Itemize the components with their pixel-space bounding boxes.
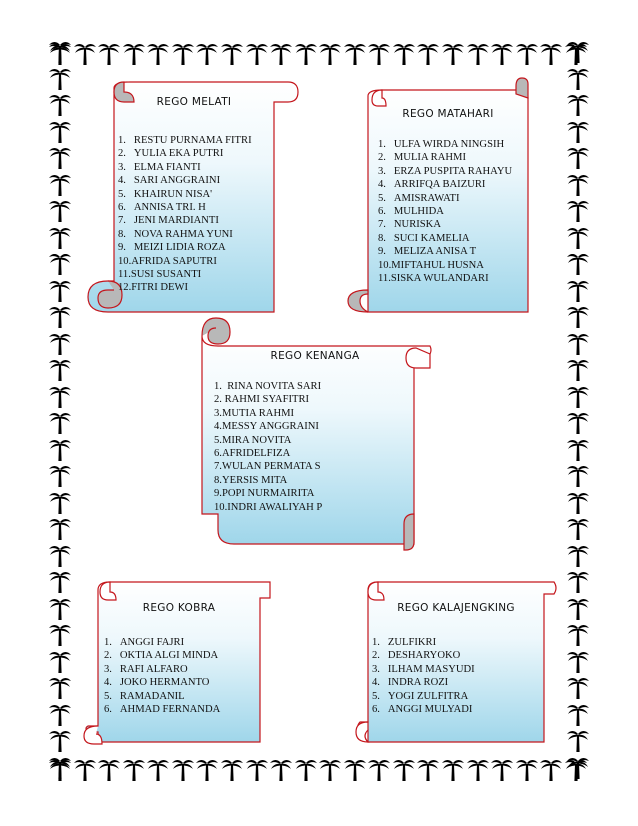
member-item: 6.AFRIDELFIZA xyxy=(214,448,291,460)
palm-tree-icon xyxy=(515,42,539,66)
member-item: 6. ANNISA TRI. H xyxy=(118,202,206,214)
palm-tree-icon xyxy=(269,758,293,782)
palm-tree-icon xyxy=(566,93,590,117)
scroll-rego-matahari xyxy=(342,76,550,316)
member-item: 1. ULFA WIRDA NINGSIH xyxy=(378,139,505,150)
member-list xyxy=(372,636,475,716)
palm-tree-icon xyxy=(566,676,590,700)
border-left xyxy=(48,40,72,780)
palm-tree-icon xyxy=(367,42,391,66)
palm-tree-icon xyxy=(539,758,563,782)
group-title: REGO MELATI xyxy=(156,96,232,108)
palm-tree-icon xyxy=(566,252,590,276)
member-item: 4. INDRA ROZI xyxy=(372,677,449,689)
border-bottom xyxy=(48,758,588,782)
palm-tree-icon xyxy=(343,758,367,782)
member-list xyxy=(378,138,512,285)
palm-tree-icon xyxy=(318,758,342,782)
palm-tree-icon xyxy=(566,385,590,409)
palm-tree-icon xyxy=(566,650,590,674)
member-item: 3. ELMA FIANTI xyxy=(118,161,201,173)
member-item: 1. RINA NOVITA SARI xyxy=(214,381,322,392)
palm-tree-icon xyxy=(466,42,490,66)
member-item: 3. RAFI ALFARO xyxy=(104,663,188,675)
member-item: 2. MULIA RAHMI xyxy=(378,152,466,164)
member-item: 8. SUCI KAMELIA xyxy=(378,232,470,244)
palm-tree-icon xyxy=(566,570,590,594)
palm-tree-icon xyxy=(566,491,590,515)
palm-tree-icon xyxy=(566,146,590,170)
palm-tree-icon xyxy=(220,42,244,66)
member-item: 10.INDRI AWALIYAH P xyxy=(214,501,323,513)
palm-tree-icon xyxy=(97,758,121,782)
group-title: REGO KOBRA xyxy=(142,602,216,614)
palm-tree-icon xyxy=(195,42,219,66)
group-title: REGO KALAJENGKING xyxy=(397,602,515,614)
palm-tree-icon xyxy=(392,758,416,782)
member-item: 9.POPI NURMAIRITA xyxy=(214,488,315,500)
palm-tree-icon xyxy=(566,623,590,647)
palm-tree-icon xyxy=(269,42,293,66)
member-item: 5. KHAIRUN NISA' xyxy=(118,188,213,200)
palm-tree-icon xyxy=(566,703,590,727)
member-item: 5. YOGI ZULFITRA xyxy=(372,690,469,702)
group-title: REGO KENANGA xyxy=(270,350,360,362)
palm-tree-icon xyxy=(566,358,590,382)
palm-tree-icon xyxy=(48,597,72,621)
palm-tree-icon xyxy=(48,438,72,462)
palm-tree-icon xyxy=(48,199,72,223)
group-title: REGO MATAHARI xyxy=(402,108,494,120)
palm-tree-icon xyxy=(146,758,170,782)
member-item: 5. AMISRAWATI xyxy=(378,192,460,204)
palm-tree-icon xyxy=(466,758,490,782)
palm-tree-icon xyxy=(441,758,465,782)
palm-tree-icon xyxy=(73,42,97,66)
palm-tree-icon xyxy=(48,491,72,515)
member-list xyxy=(104,636,220,716)
member-item: 2. YULIA EKA PUTRI xyxy=(118,148,224,160)
palm-tree-icon xyxy=(490,42,514,66)
palm-tree-icon xyxy=(48,623,72,647)
palm-tree-icon xyxy=(48,40,72,64)
palm-tree-icon xyxy=(146,42,170,66)
palm-tree-icon xyxy=(566,729,590,753)
member-item: 4. JOKO HERMANTO xyxy=(104,677,210,689)
palm-tree-icon xyxy=(245,758,269,782)
scroll-rego-kalajengking xyxy=(354,576,562,748)
palm-tree-icon xyxy=(48,570,72,594)
member-item: 4. SARI ANGGRAINI xyxy=(118,175,221,187)
palm-tree-icon xyxy=(48,332,72,356)
palm-tree-icon xyxy=(48,279,72,303)
palm-tree-icon xyxy=(566,120,590,144)
member-item: 9. MEIZI LIDIA ROZA xyxy=(118,242,226,254)
member-item: 3. ERZA PUSPITA RAHAYU xyxy=(378,165,513,177)
palm-tree-icon xyxy=(48,650,72,674)
member-item: 4.MESSY ANGGRAINI xyxy=(214,421,319,433)
palm-tree-icon xyxy=(490,758,514,782)
member-item: 8. NOVA RAHMA YUNI xyxy=(118,228,233,240)
palm-tree-icon xyxy=(48,411,72,435)
palm-tree-icon xyxy=(48,226,72,250)
palm-tree-icon xyxy=(566,40,590,64)
scroll-rego-kobra xyxy=(80,576,276,748)
scroll-rego-melati xyxy=(84,76,300,314)
member-item: 6. MULHIDA xyxy=(378,206,444,218)
palm-tree-icon xyxy=(566,305,590,329)
palm-tree-icon xyxy=(367,758,391,782)
member-item: 2. RAHMI SYAFITRI xyxy=(214,394,310,406)
palm-tree-icon xyxy=(48,67,72,91)
member-item: 3.MUTIA RAHMI xyxy=(214,407,295,419)
member-item: 1. RESTU PURNAMA FITRI xyxy=(118,135,252,146)
palm-tree-icon xyxy=(48,464,72,488)
palm-tree-icon xyxy=(48,120,72,144)
palm-tree-icon xyxy=(48,358,72,382)
palm-tree-icon xyxy=(48,305,72,329)
palm-tree-icon xyxy=(48,544,72,568)
palm-tree-icon xyxy=(122,758,146,782)
palm-tree-icon xyxy=(566,756,590,780)
border-right xyxy=(566,40,590,780)
palm-tree-icon xyxy=(566,464,590,488)
member-item: 7. JENI MARDIANTI xyxy=(118,215,219,227)
palm-tree-icon xyxy=(171,42,195,66)
member-item: 7. NURISKA xyxy=(378,219,441,231)
member-item: 12.FITRI DEWI xyxy=(118,282,189,294)
member-item: 9. MELIZA ANISA T xyxy=(378,246,477,258)
palm-tree-icon xyxy=(566,173,590,197)
palm-tree-icon xyxy=(566,199,590,223)
palm-tree-icon xyxy=(48,385,72,409)
palm-tree-icon xyxy=(566,67,590,91)
member-item: 11.SISKA WULANDARI xyxy=(378,273,489,285)
palm-tree-icon xyxy=(539,42,563,66)
palm-tree-icon xyxy=(48,756,72,780)
member-item: 5. RAMADANIL xyxy=(104,690,185,702)
palm-tree-icon xyxy=(343,42,367,66)
palm-tree-icon xyxy=(566,517,590,541)
palm-tree-icon xyxy=(48,146,72,170)
member-item: 6. ANGGI MULYADI xyxy=(372,704,473,716)
member-item: 1. ANGGI FAJRI xyxy=(104,637,185,648)
palm-tree-icon xyxy=(48,703,72,727)
member-item: 8.YERSIS MITA xyxy=(214,474,288,486)
member-item: 1. ZULFIKRI xyxy=(372,637,437,648)
scroll-rego-kenanga xyxy=(194,314,436,550)
palm-tree-icon xyxy=(566,332,590,356)
palm-tree-icon xyxy=(48,517,72,541)
member-item: 4. ARRIFQA BAIZURI xyxy=(378,179,486,191)
palm-tree-icon xyxy=(392,42,416,66)
palm-tree-icon xyxy=(73,758,97,782)
palm-tree-icon xyxy=(566,226,590,250)
member-item: 10.AFRIDA SAPUTRI xyxy=(118,255,217,267)
palm-tree-icon xyxy=(294,758,318,782)
palm-tree-icon xyxy=(171,758,195,782)
member-item: 6. AHMAD FERNANDA xyxy=(104,704,221,716)
palm-tree-icon xyxy=(566,438,590,462)
palm-tree-icon xyxy=(566,279,590,303)
palm-tree-icon xyxy=(220,758,244,782)
member-item: 7.WULAN PERMATA S xyxy=(214,461,321,473)
palm-tree-icon xyxy=(122,42,146,66)
member-item: 5.MIRA NOVITA xyxy=(214,434,292,446)
member-item: 3. ILHAM MASYUDI xyxy=(372,663,475,675)
palm-tree-icon xyxy=(48,173,72,197)
member-item: 10.MIFTAHUL HUSNA xyxy=(378,259,484,271)
palm-tree-icon xyxy=(566,597,590,621)
palm-tree-icon xyxy=(416,758,440,782)
palm-tree-icon xyxy=(97,42,121,66)
border-top xyxy=(48,42,588,66)
palm-tree-icon xyxy=(48,729,72,753)
member-item: 2. DESHARYOKO xyxy=(372,650,461,662)
palm-tree-icon xyxy=(566,411,590,435)
palm-tree-icon xyxy=(416,42,440,66)
palm-tree-icon xyxy=(48,93,72,117)
palm-tree-icon xyxy=(294,42,318,66)
member-list xyxy=(214,380,322,514)
member-item: 2. OKTIA ALGI MINDA xyxy=(104,650,219,662)
palm-tree-icon xyxy=(515,758,539,782)
palm-tree-icon xyxy=(566,544,590,568)
palm-tree-icon xyxy=(195,758,219,782)
palm-tree-icon xyxy=(48,676,72,700)
member-list xyxy=(118,134,252,295)
palm-tree-icon xyxy=(318,42,342,66)
palm-tree-icon xyxy=(441,42,465,66)
palm-tree-icon xyxy=(48,252,72,276)
palm-tree-icon xyxy=(245,42,269,66)
member-item: 11.SUSI SUSANTI xyxy=(118,269,202,281)
